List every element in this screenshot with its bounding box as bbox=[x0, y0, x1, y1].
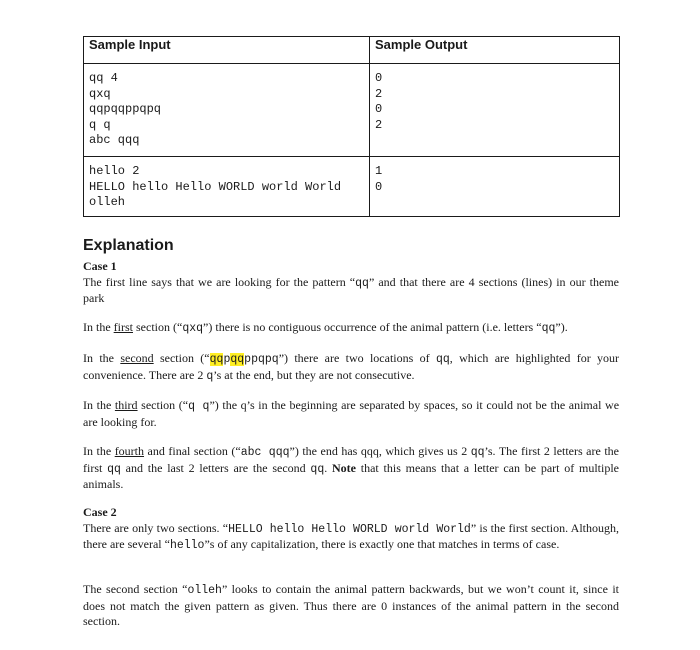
bold-run: Note bbox=[332, 460, 356, 475]
text-run: ’s. The first 2 letters are the first bbox=[83, 444, 620, 475]
input-line: hello 2 bbox=[89, 164, 140, 178]
table-row bbox=[84, 64, 620, 157]
input-line: olleh bbox=[89, 195, 126, 209]
code-run: p bbox=[223, 353, 231, 366]
input-line: qxq bbox=[89, 86, 111, 101]
text-run: section (“ bbox=[133, 320, 183, 334]
explanation-heading: Explanation bbox=[83, 237, 174, 254]
sample-input-cell-2 bbox=[84, 157, 370, 217]
table-header-row bbox=[84, 37, 620, 64]
text-run: ”) the q’s in the beginning are separated by spaces, so it could not be the animal we are looking for. bbox=[83, 398, 620, 429]
text-run: . bbox=[324, 460, 332, 475]
output-line: 0 bbox=[375, 179, 383, 194]
case1-paragraph-second bbox=[83, 351, 619, 384]
code-run: qq bbox=[435, 353, 450, 366]
code-run: ppqpq bbox=[244, 353, 279, 366]
output-line: 1 bbox=[375, 164, 383, 178]
code-run: qq bbox=[107, 462, 121, 476]
code-run: HELLO hello Hello WORLD world World bbox=[228, 522, 471, 536]
text-run: There are only two sections. “ bbox=[83, 520, 229, 535]
sample-io-table bbox=[83, 36, 620, 217]
case2-paragraph-second bbox=[83, 582, 619, 630]
text-run: ”) there are two locations of bbox=[278, 351, 436, 365]
code-run: hello bbox=[169, 539, 205, 552]
text-run: ”) the end has qqq, which gives us 2 bbox=[289, 444, 471, 458]
input-line: abc qqq bbox=[89, 133, 140, 147]
input-line: qq 4 bbox=[89, 71, 118, 85]
text-run: that this means that a letter can be part of multiple animals. bbox=[83, 460, 620, 491]
sample-input-header: Sample Input bbox=[84, 37, 370, 64]
text-run: In the bbox=[83, 351, 121, 365]
underlined-run: second bbox=[120, 351, 154, 365]
text-run: ” and that there are 4 sections (lines) in our theme park bbox=[83, 274, 620, 305]
case1-paragraph-fourth bbox=[83, 444, 619, 493]
case1-paragraph-third bbox=[83, 398, 619, 430]
text-run: and the last 2 letters are the second bbox=[120, 460, 311, 475]
underlined-run: first bbox=[113, 320, 133, 334]
text-run: ’s at the end, but they are not consecutive. bbox=[213, 367, 415, 382]
code-run: qq bbox=[541, 322, 556, 335]
code-run: q q bbox=[188, 400, 210, 413]
sample-output-header: Sample Output bbox=[370, 37, 620, 64]
highlighted-code-run: qq bbox=[209, 353, 224, 366]
input-line: HELLO hello Hello WORLD world World bbox=[89, 179, 342, 194]
code-run: qxq bbox=[182, 322, 204, 335]
sample-input-cell-1 bbox=[84, 64, 370, 157]
underlined-run: third bbox=[114, 398, 138, 412]
text-run: In the bbox=[83, 398, 115, 412]
text-run: In the bbox=[83, 444, 115, 458]
input-line: q q bbox=[89, 117, 111, 132]
sample-output-cell-1 bbox=[370, 64, 620, 157]
text-run: ” looks to contain the animal pattern backwards, but we won’t count it, since it does not match the given pattern as given. Thus there are 0 instances of the animal pattern in the second section. bbox=[83, 582, 620, 628]
output-line: 0 bbox=[375, 102, 383, 116]
output-line: 2 bbox=[375, 117, 383, 132]
output-line: 0 bbox=[375, 71, 383, 85]
text-run: In the bbox=[83, 320, 114, 334]
case2-paragraph-intro bbox=[83, 505, 619, 554]
code-run: abc qqq bbox=[240, 446, 290, 459]
text-run: ”) there is no contiguous occurrence of the animal pattern (i.e. letters “ bbox=[203, 320, 542, 334]
input-line: qqpqqppqpq bbox=[89, 102, 162, 116]
case1-title: Case 1 bbox=[83, 259, 117, 273]
sample-output-cell-2 bbox=[370, 157, 620, 217]
text-run: section (“ bbox=[137, 398, 189, 412]
underlined-run: fourth bbox=[114, 444, 145, 458]
text-run: ”). bbox=[555, 320, 568, 334]
case2-title: Case 2 bbox=[83, 505, 117, 519]
text-run: section (“ bbox=[153, 351, 210, 365]
code-run: qq bbox=[470, 446, 485, 459]
table-row bbox=[84, 157, 620, 217]
case1-paragraph-first bbox=[83, 320, 619, 337]
case1-paragraph-intro bbox=[83, 259, 619, 307]
code-run: qq bbox=[355, 276, 369, 290]
code-run: qq bbox=[310, 462, 325, 476]
text-run: ” is the first section. Although, there are several “ bbox=[83, 520, 619, 551]
code-run: olleh bbox=[187, 584, 222, 597]
text-run: ”s of any capitalization, there is exactly one that matches in terms of case. bbox=[204, 537, 560, 551]
output-line: 2 bbox=[375, 86, 383, 101]
highlighted-code-run: qq bbox=[230, 353, 245, 366]
text-run: and final section (“ bbox=[144, 444, 241, 458]
code-run: q bbox=[206, 369, 214, 383]
text-run: The second section “ bbox=[83, 582, 188, 596]
text-run: The first line says that we are looking for the pattern “ bbox=[83, 274, 356, 289]
text-run: , which are highlighted for your convenience. There are 2 bbox=[83, 351, 620, 382]
